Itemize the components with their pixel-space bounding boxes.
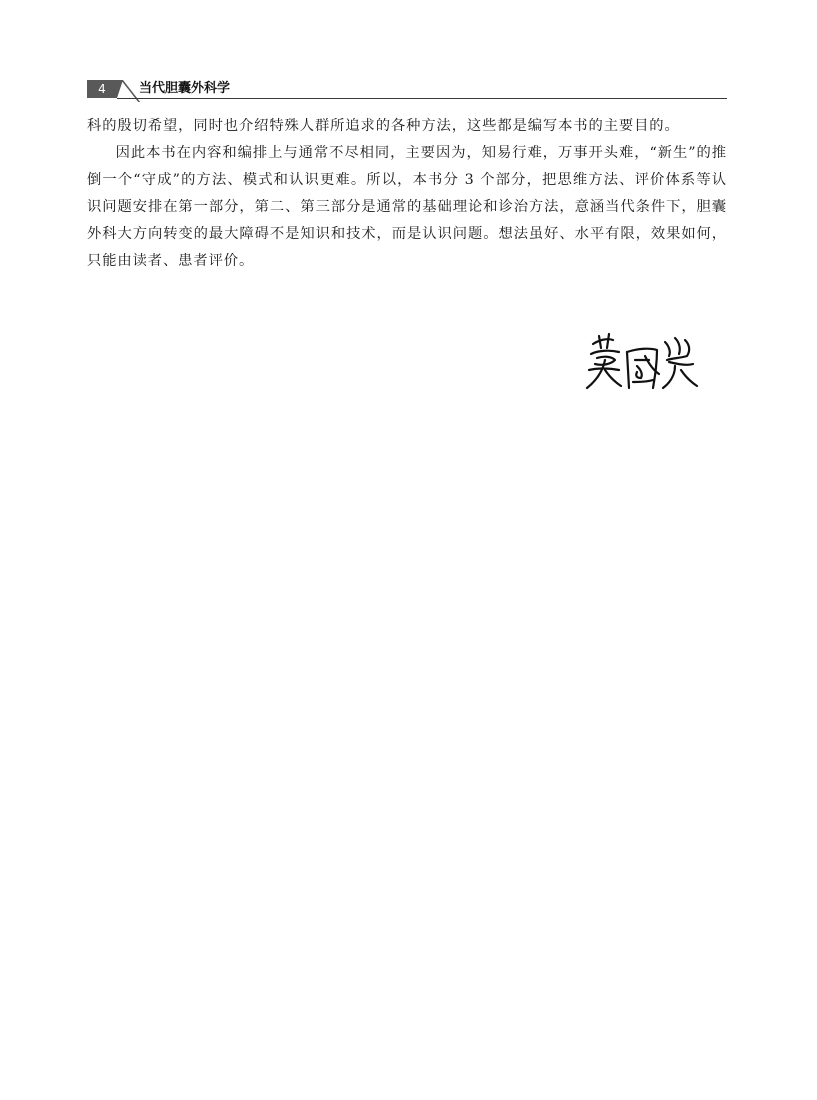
paragraph: 因此本书在内容和编排上与通常不尽相同，主要因为，知易行难，万事开头难，“新生”的推倒一个“守成”的方法、模式和认识更难。所以，本书分 3 个部分，把思维方法、评价体系等认识问题安排在第一部分，第二、第三部分是通常的基础理论和诊治方法，意涵当代条件下，胆囊外科大方向转变的最大障碍不是知识和技术，而是认识问题。想法虽好、水平有限，效果如何，只能由读者、患者评价。 xyxy=(87,145,727,269)
book-title: 当代胆囊外科学 xyxy=(139,81,231,96)
paragraph-continued: 科的殷切希望，同时也介绍特殊人群所追求的各种方法，这些都是编写本书的主要目的。 xyxy=(87,118,680,134)
header-rule xyxy=(117,98,727,99)
body-text xyxy=(87,113,727,275)
running-header xyxy=(87,80,727,100)
header-tab-wedge xyxy=(117,80,123,98)
handwritten-signature xyxy=(583,330,701,396)
page-number: 4 xyxy=(87,80,117,98)
